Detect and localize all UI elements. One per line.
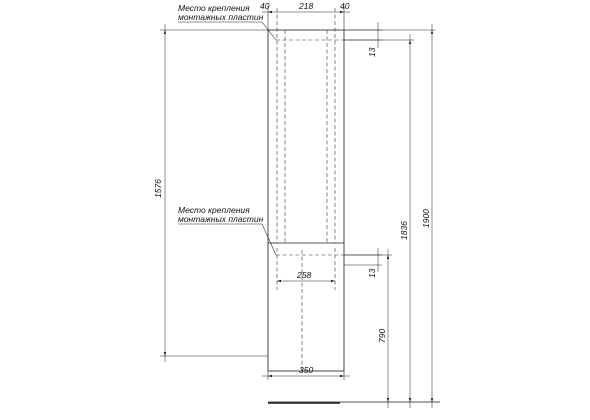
dim-350-arrow: [268, 375, 272, 377]
dim-790-arrow: [387, 398, 389, 402]
cabinet-outline: [268, 30, 344, 371]
annotation-top-line2: монтажных пластин: [178, 12, 264, 22]
gap-top-label: 13: [367, 47, 377, 57]
dim-1576-arrow: [164, 30, 166, 34]
annotation-top-line1: Место крепления: [178, 3, 250, 13]
dim-790-label: 790: [377, 328, 387, 343]
annotation-mid-line2: монтажных пластин: [178, 214, 264, 224]
dim-1836-arrow: [409, 40, 411, 44]
top-dim-left: 40: [260, 1, 270, 11]
dim-1900-arrow: [431, 30, 433, 34]
dim-258-arrow: [277, 280, 281, 282]
dim-350-label: 350: [299, 365, 314, 375]
annotation-top-leader: [262, 22, 276, 40]
dim-350-arrow: [340, 375, 344, 377]
dim-1576-label: 1576: [153, 179, 163, 198]
dim-1900-arrow: [431, 398, 433, 402]
dim-1836-label: 1836: [399, 221, 409, 240]
top-dim-arrow: [268, 11, 272, 13]
dim-258-arrow: [331, 280, 335, 282]
dim-1836-arrow: [409, 398, 411, 402]
dim-1576-arrow: [164, 352, 166, 356]
dim-790-arrow: [387, 255, 389, 259]
top-dim-right: 40: [340, 1, 350, 11]
dim-1900-label: 1900: [421, 209, 431, 228]
top-dim-span: 218: [299, 1, 314, 11]
gap-mid-label: 13: [367, 268, 377, 278]
annotation-mid-line1: Место крепления: [178, 205, 250, 215]
dim-258-label: 258: [297, 270, 312, 280]
annotation-mid-leader: [262, 224, 276, 255]
top-dim-arrow: [340, 11, 344, 13]
